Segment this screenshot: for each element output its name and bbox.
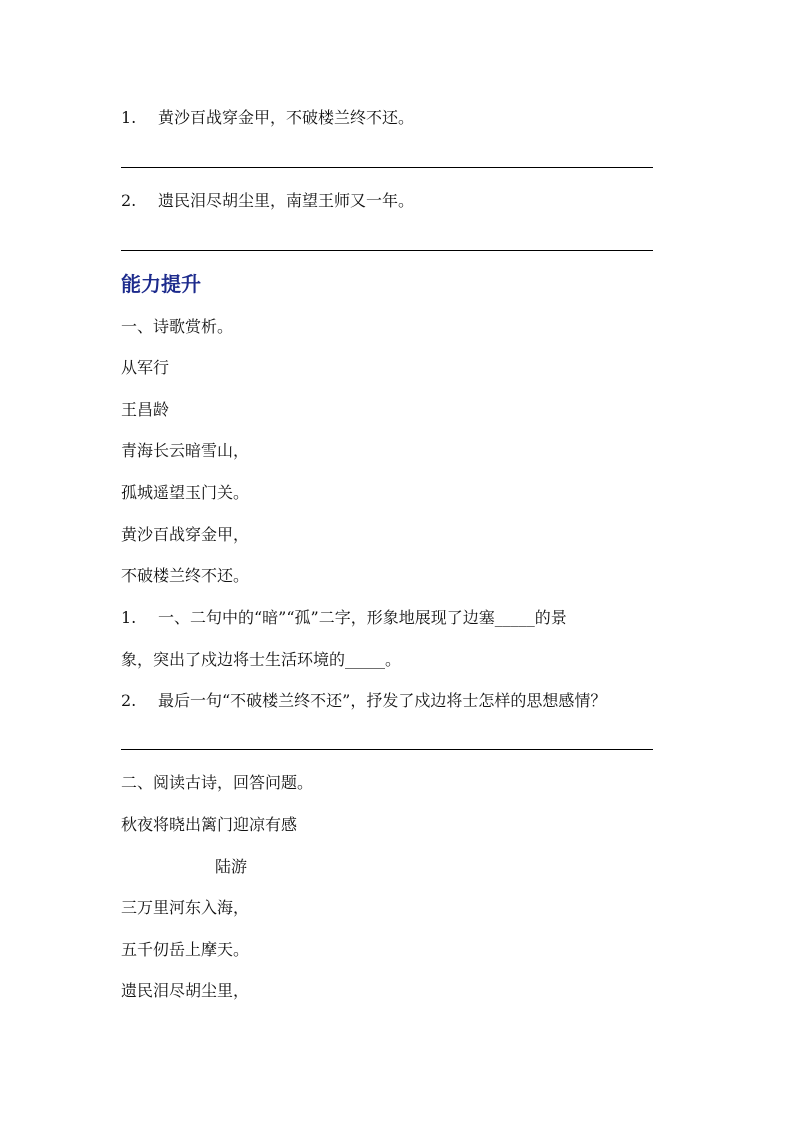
answer-line <box>121 250 653 251</box>
poem-line: 黄沙百战穿金甲， <box>121 525 250 544</box>
question-number: 1. <box>121 608 137 627</box>
poem-line: 五千仞岳上摩天。 <box>121 940 250 959</box>
part1-heading: 一、诗歌赏析。 <box>121 317 234 336</box>
part1-question-1-continued: 象，突出了戍边将士生活环境的_____。 <box>121 650 402 669</box>
poem-line: 孤城遥望玉门关。 <box>121 483 250 502</box>
poem-line: 青海长云暗雪山， <box>121 441 250 460</box>
part1-question-1 <box>121 608 681 628</box>
question-number: 2. <box>121 191 137 210</box>
answer-line <box>121 749 653 750</box>
poem-line: 三万里河东入海， <box>121 898 250 917</box>
part2-heading: 二、阅读古诗，回答问题。 <box>121 773 314 792</box>
question-number: 1. <box>121 108 137 127</box>
question-text: 黄沙百战穿金甲，不破楼兰终不还。 <box>158 108 415 127</box>
section-title: 能力提升 <box>121 272 201 296</box>
poem-author: 王昌龄 <box>121 400 170 419</box>
poem-author: 陆游 <box>215 857 248 876</box>
question-text: 遗民泪尽胡尘里，南望王师又一年。 <box>158 191 415 210</box>
question-text: 一、二句中的“暗”“孤”二字，形象地展现了边塞_____的景 <box>158 608 567 627</box>
question-number: 2. <box>121 691 137 710</box>
intro-question-1 <box>121 108 414 128</box>
part1-question-2 <box>121 691 681 711</box>
poem-line: 不破楼兰终不还。 <box>121 566 250 585</box>
poem-line: 遗民泪尽胡尘里， <box>121 981 250 1000</box>
poem-title: 秋夜将晓出篱门迎凉有感 <box>121 815 298 834</box>
answer-line <box>121 167 653 168</box>
intro-question-2 <box>121 191 414 211</box>
question-text: 最后一句“不破楼兰终不还”，抒发了戍边将士怎样的思想感情？ <box>158 691 607 710</box>
poem-title: 从军行 <box>121 358 170 377</box>
